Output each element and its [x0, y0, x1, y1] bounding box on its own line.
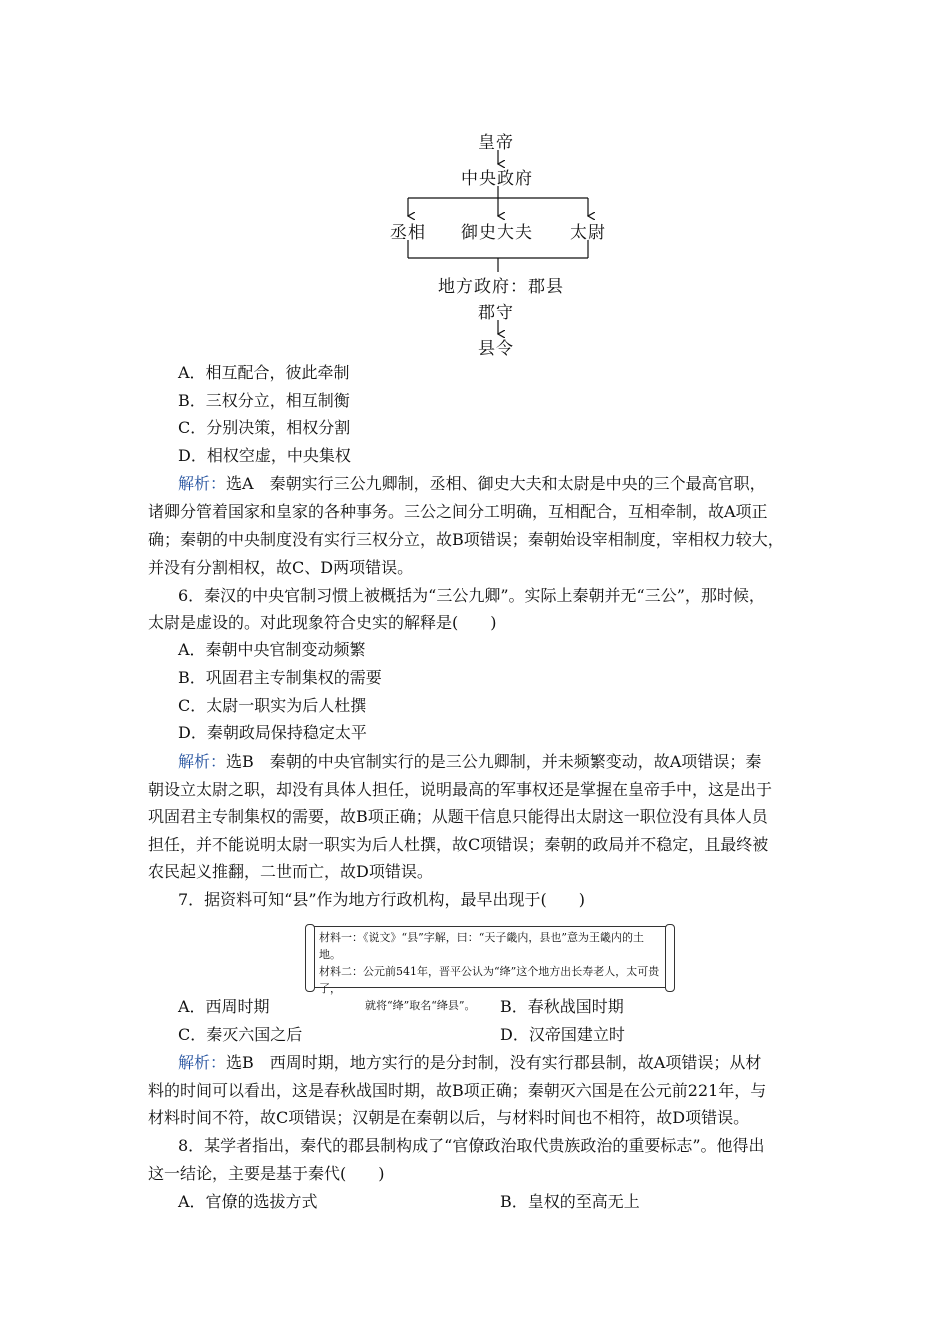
q5-option-c: C．分别决策，相权分割 — [178, 418, 351, 437]
q5-analysis-line: 诸卿分管着国家和皇家的各种事务。三公之间分工明确，互相配合，互相牵制，故A项正 — [148, 502, 768, 521]
q8-option-b: B．皇权的至高无上 — [500, 1192, 640, 1211]
scroll-roll-right — [665, 924, 675, 992]
q8-option-a: A．官僚的选拔方式 — [178, 1192, 318, 1211]
q5-option-a: A．相互配合，彼此牵制 — [178, 363, 350, 382]
node-magistrate: 县令 — [478, 339, 514, 359]
q6-option-c: C．太尉一职实为后人杜撰 — [178, 696, 367, 715]
q7-option-c: C．秦灭六国之后 — [178, 1025, 303, 1044]
q6-option-a: A．秦朝中央官制变动频繁 — [178, 640, 366, 659]
q6-analysis-first-line: 解析：选B 秦朝的中央官制实行的是三公九卿制，并未频繁变动，故A项错误；秦 — [178, 752, 762, 771]
node-chancellor: 丞相 — [390, 223, 426, 243]
q6-analysis-line: 巩固君主专制集权的需要，故B项正确；从题干信息只能得出太尉这一职位没有具体人员 — [148, 807, 768, 826]
q5-option-b: B．三权分立，相互制衡 — [178, 391, 350, 410]
q8-stem: 这一结论，主要是基于秦代( ) — [148, 1164, 385, 1183]
q5-analysis-line: 确；秦朝的中央制度没有实行三权分立，故B项错误；秦朝始设宰相制度，宰相权力较大， — [148, 530, 784, 549]
q7-option-a: A．西周时期 — [178, 997, 270, 1016]
scroll-roll-left — [305, 924, 315, 992]
q6-analysis-label: 解析： — [178, 752, 227, 771]
material-line-2: 材料二：公元前541年，晋平公认为“绛”这个地方出长寿老人，太可贵了， — [319, 965, 660, 995]
q8-stem: 8．某学者指出，秦代的郡县制构成了“官僚政治取代贵族政治的重要标志”。他得出 — [178, 1136, 765, 1155]
q6-stem: 6．秦汉的中央官制习惯上被概括为“三公九卿”。实际上秦朝并无“三公”，那时候， — [178, 586, 765, 605]
node-local-government: 地方政府：郡县 — [438, 277, 564, 297]
q6-analysis-line: 朝设立太尉之职，却没有具体人担任，说明最高的军事权还是掌握在皇帝手中，这是出于 — [148, 780, 773, 799]
q6-option-d: D．秦朝政局保持稳定太平 — [178, 723, 367, 742]
q6-stem: 太尉是虚设的。对此现象符合史实的解释是( ) — [148, 613, 497, 632]
q7-analysis-line: 材料时间不符，故C项错误；汉朝是在秦朝以后，与材料时间也不相符，故D项错误。 — [148, 1108, 750, 1127]
q6-option-b: B．巩固君主专制集权的需要 — [178, 668, 382, 687]
q5-analysis-first-line: 解析：选A 秦朝实行三公九卿制，丞相、御史大夫和太尉是中央的三个最高官职， — [178, 474, 766, 493]
q7-option-d: D．汉帝国建立时 — [500, 1025, 625, 1044]
node-emperor: 皇帝 — [478, 133, 514, 153]
node-central-government: 中央政府 — [461, 169, 533, 189]
q7-analysis-line: 料的时间可以看出，这是春秋战国时期，故B项正确；秦朝灭六国是在公元前221年，与 — [148, 1081, 767, 1100]
q5-option-d: D．相权空虚，中央集权 — [178, 446, 351, 465]
q7-option-b: B．春秋战国时期 — [500, 997, 624, 1016]
q5-analysis-line: 并没有分割相权，故C、D两项错误。 — [148, 558, 414, 577]
node-taiwei: 太尉 — [570, 223, 606, 243]
node-censor: 御史大夫 — [461, 223, 533, 243]
q6-analysis-line: 担任，并不能说明太尉一职实为后人杜撰，故C项错误；秦朝的政局并不稳定，且最终被 — [148, 835, 769, 854]
q7-analysis-label: 解析： — [178, 1053, 227, 1072]
q7-stem: 7．据资料可知“县”作为地方行政机构，最早出现于( ) — [178, 890, 586, 909]
q5-analysis-label: 解析： — [178, 474, 227, 493]
q6-analysis-line: 农民起义推翻，二世而亡，故D项错误。 — [148, 862, 433, 881]
material-line-1: 材料一：《说文》“县”字解，曰：“天子畿内，县也”意为王畿内的土地。 — [319, 931, 644, 961]
node-prefect: 郡守 — [478, 303, 514, 323]
material-line-3: 就将“绛”取名“绛县”。 — [365, 999, 476, 1012]
q7-analysis-first-line: 解析：选B 西周时期，地方实行的是分封制，没有实行郡县制，故A项错误；从材 — [178, 1053, 762, 1072]
